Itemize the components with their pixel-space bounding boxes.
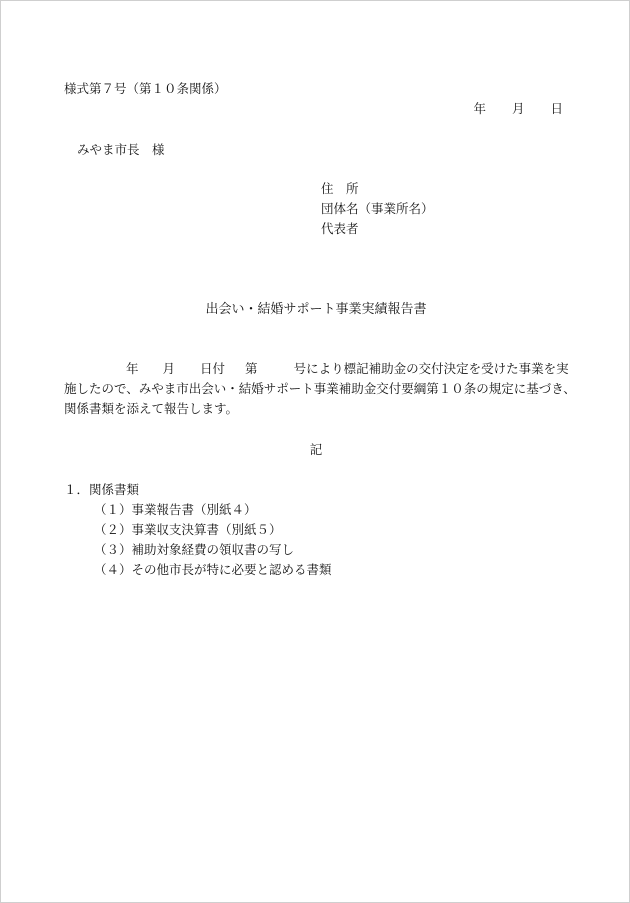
date-month-label: 月 xyxy=(511,101,525,116)
list-heading: １．関係書類 xyxy=(64,482,140,497)
date-year-label: 年 xyxy=(473,101,486,116)
list-item: （２）事業収支決算書（別紙５） xyxy=(94,522,282,537)
body-line-3: 関係書類を添えて報告します。 xyxy=(64,401,239,416)
ki-marker: 記 xyxy=(309,442,323,457)
body-line-2: 施したので、みやま市出会い・結婚サポート事業補助金交付要綱第１０条の規定に基づき、 xyxy=(64,381,576,396)
list-item: （４）その他市長が特に必要と認める書類 xyxy=(94,562,332,577)
document-list xyxy=(94,504,332,584)
address-label: 住 所 xyxy=(321,181,359,196)
body-date-label: 日付 xyxy=(200,361,226,376)
date-day-label: 日 xyxy=(550,101,563,116)
applicant-block xyxy=(321,183,434,243)
document-title: 出会い・結婚サポート事業実績報告書 xyxy=(205,302,427,317)
body-paragraph xyxy=(64,361,576,423)
addressee: みやま市長 様 xyxy=(77,142,165,157)
body-number-label: 第 xyxy=(245,361,258,376)
form-number: 様式第７号（第１０条関係） xyxy=(64,81,227,96)
organization-label: 団体名（事業所名） xyxy=(321,201,434,216)
body-month-label: 月 xyxy=(162,361,176,376)
representative-label: 代表者 xyxy=(321,221,359,236)
body-year-label: 年 xyxy=(126,361,139,376)
list-item: （３）補助対象経費の領収書の写し xyxy=(94,542,295,557)
date-line xyxy=(473,103,563,116)
body-line-1 xyxy=(64,363,570,383)
body-line-1-rest: 号により標記補助金の交付決定を受けた事業を実 xyxy=(293,361,569,376)
list-item: （１）事業報告書（別紙４） xyxy=(94,502,257,517)
